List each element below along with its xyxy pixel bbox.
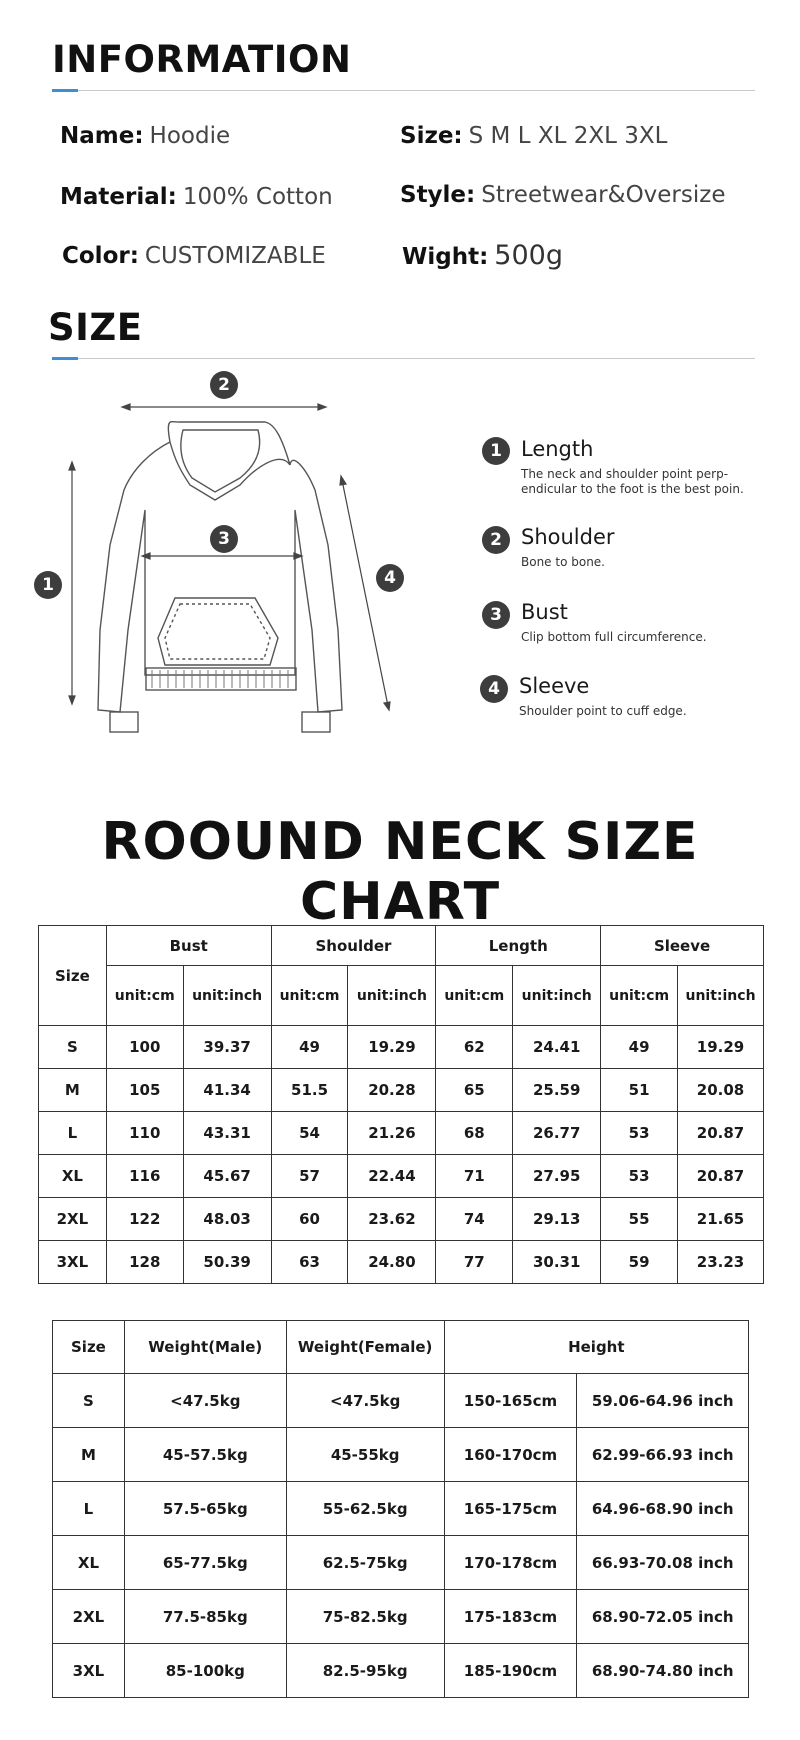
unit-cm-header: unit:cm xyxy=(601,966,678,1026)
arrow-head xyxy=(69,696,75,704)
table-cell: 51 xyxy=(601,1069,678,1112)
table-cell: 68.90-74.80 inch xyxy=(577,1644,749,1698)
table-cell: 170-178cm xyxy=(444,1536,577,1590)
measurement-table xyxy=(38,925,764,1284)
table-cell: 20.87 xyxy=(678,1112,764,1155)
table-row xyxy=(53,1644,749,1698)
table-row xyxy=(53,1482,749,1536)
table-cell: 64.96-68.90 inch xyxy=(577,1482,749,1536)
table-cell: 55 xyxy=(601,1198,678,1241)
table-cell: 122 xyxy=(106,1198,183,1241)
legend-shoulder-desc: Bone to bone. xyxy=(521,555,605,569)
unit-cm-header: unit:cm xyxy=(436,966,513,1026)
table-cell: 66.93-70.08 inch xyxy=(577,1536,749,1590)
table-cell: 45-55kg xyxy=(286,1428,444,1482)
table-cell: 49 xyxy=(271,1026,348,1069)
arrow-head xyxy=(142,553,150,559)
table-cell: 55-62.5kg xyxy=(286,1482,444,1536)
table-cell: XL xyxy=(53,1536,125,1590)
table-cell: 71 xyxy=(436,1155,513,1198)
table-cell: M xyxy=(39,1069,107,1112)
information-title: INFORMATION xyxy=(52,38,352,81)
table-cell: 62 xyxy=(436,1026,513,1069)
right-cuff xyxy=(302,712,330,732)
info-name xyxy=(60,122,230,150)
information-accent xyxy=(52,89,78,92)
table-cell: 74 xyxy=(436,1198,513,1241)
table-row xyxy=(39,1069,764,1112)
body-outline xyxy=(98,442,342,712)
table-cell: 68.90-72.05 inch xyxy=(577,1590,749,1644)
table-row xyxy=(53,1428,749,1482)
legend-shoulder xyxy=(521,525,615,570)
info-weight-key: Wight: xyxy=(402,244,489,270)
table-cell: 3XL xyxy=(53,1644,125,1698)
legend-badge-3: 3 xyxy=(482,601,510,629)
info-weight-value: 500g xyxy=(494,240,563,271)
bust-header: Bust xyxy=(106,926,271,966)
legend-badge-2: 2 xyxy=(482,526,510,554)
table-cell: 62.5-75kg xyxy=(286,1536,444,1590)
marker-4: 4 xyxy=(376,564,404,592)
info-material-key: Material: xyxy=(60,184,177,210)
table-cell: 23.23 xyxy=(678,1241,764,1284)
info-name-value: Hoodie xyxy=(149,123,231,149)
table-cell: 19.29 xyxy=(348,1026,436,1069)
table-cell: 116 xyxy=(106,1155,183,1198)
hood-inner xyxy=(181,430,260,492)
arrow-head xyxy=(69,462,75,470)
arrow-head xyxy=(340,476,346,485)
table-cell: 77.5-85kg xyxy=(124,1590,286,1644)
left-cuff xyxy=(110,712,138,732)
table-cell: 110 xyxy=(106,1112,183,1155)
arrow-head xyxy=(122,404,130,410)
table-cell: 68 xyxy=(436,1112,513,1155)
table-row xyxy=(53,1374,749,1428)
info-material xyxy=(60,183,333,211)
legend-length-desc-1: The neck and shoulder point perp- xyxy=(521,467,729,481)
table-cell: 75-82.5kg xyxy=(286,1590,444,1644)
info-name-key: Name: xyxy=(60,123,144,149)
table-row xyxy=(39,1026,764,1069)
arrow-head xyxy=(318,404,326,410)
table-cell: 57 xyxy=(271,1155,348,1198)
table-cell: 21.26 xyxy=(348,1112,436,1155)
info-size-key: Size: xyxy=(400,123,463,149)
marker-1: 1 xyxy=(34,571,62,599)
table-row xyxy=(39,1112,764,1155)
table-cell: 60 xyxy=(271,1198,348,1241)
table-cell: 62.99-66.93 inch xyxy=(577,1428,749,1482)
unit-inch-header: unit:inch xyxy=(348,966,436,1026)
unit-inch-header: unit:inch xyxy=(678,966,764,1026)
size-header-cell: Size xyxy=(39,926,107,1026)
table-cell: 25.59 xyxy=(513,1069,601,1112)
table-cell: S xyxy=(39,1026,107,1069)
table-cell: 3XL xyxy=(39,1241,107,1284)
table-cell: 45-57.5kg xyxy=(124,1428,286,1482)
unit-inch-header: unit:inch xyxy=(183,966,271,1026)
table-cell: 175-183cm xyxy=(444,1590,577,1644)
table-cell: L xyxy=(39,1112,107,1155)
shoulder-header: Shoulder xyxy=(271,926,436,966)
table-row xyxy=(53,1590,749,1644)
table-cell: 59.06-64.96 inch xyxy=(577,1374,749,1428)
legend-sleeve-desc: Shoulder point to cuff edge. xyxy=(519,704,687,718)
legend-length-desc-2: endicular to the foot is the best poin. xyxy=(521,482,744,496)
table-cell: L xyxy=(53,1482,125,1536)
table-cell: 23.62 xyxy=(348,1198,436,1241)
table-cell: 48.03 xyxy=(183,1198,271,1241)
table-cell: 24.41 xyxy=(513,1026,601,1069)
table-cell: 20.87 xyxy=(678,1155,764,1198)
info-weight xyxy=(402,240,563,271)
table-cell: 39.37 xyxy=(183,1026,271,1069)
table-cell: 150-165cm xyxy=(444,1374,577,1428)
legend-bust xyxy=(521,600,707,645)
hood-outline xyxy=(168,422,290,500)
table-cell: 24.80 xyxy=(348,1241,436,1284)
size-accent xyxy=(52,357,78,360)
table-cell: 65 xyxy=(436,1069,513,1112)
table-cell: 49 xyxy=(601,1026,678,1069)
legend-length xyxy=(521,437,744,497)
table-cell: 29.13 xyxy=(513,1198,601,1241)
table-row xyxy=(53,1536,749,1590)
size-divider xyxy=(52,358,755,359)
size-title: SIZE xyxy=(48,306,143,349)
length-header: Length xyxy=(436,926,601,966)
sleeve-arrow xyxy=(342,480,388,706)
table-cell: 26.77 xyxy=(513,1112,601,1155)
table-cell: 105 xyxy=(106,1069,183,1112)
table-row xyxy=(39,1198,764,1241)
table-cell: 43.31 xyxy=(183,1112,271,1155)
table-cell: 27.95 xyxy=(513,1155,601,1198)
weight-female-header: Weight(Female) xyxy=(286,1321,444,1374)
table-cell: 57.5-65kg xyxy=(124,1482,286,1536)
info-style xyxy=(400,181,726,209)
weight-height-table xyxy=(52,1320,749,1698)
hoodie-diagram xyxy=(0,370,400,740)
legend-sleeve xyxy=(519,674,687,719)
arrow-head xyxy=(384,702,390,710)
information-divider xyxy=(52,90,755,91)
table-cell: 2XL xyxy=(53,1590,125,1644)
table-cell: 100 xyxy=(106,1026,183,1069)
table-cell: 77 xyxy=(436,1241,513,1284)
table-cell: 41.34 xyxy=(183,1069,271,1112)
unit-inch-header: unit:inch xyxy=(513,966,601,1026)
table-cell: 53 xyxy=(601,1112,678,1155)
kangaroo-pocket xyxy=(158,598,278,665)
table-cell: M xyxy=(53,1428,125,1482)
table-cell: 22.44 xyxy=(348,1155,436,1198)
table-cell: 160-170cm xyxy=(444,1428,577,1482)
info-material-value: 100% Cotton xyxy=(182,184,333,210)
table-cell: 20.28 xyxy=(348,1069,436,1112)
table-cell: <47.5kg xyxy=(124,1374,286,1428)
table-cell: 54 xyxy=(271,1112,348,1155)
table-cell: 45.67 xyxy=(183,1155,271,1198)
table-cell: 165-175cm xyxy=(444,1482,577,1536)
info-style-value: Streetwear&Oversize xyxy=(481,182,726,208)
pocket-stitch xyxy=(165,604,270,659)
table-cell: 63 xyxy=(271,1241,348,1284)
legend-bust-title: Bust xyxy=(521,600,568,624)
size-chart-heading: ROOUND NECK SIZE CHART xyxy=(101,812,699,932)
table-row xyxy=(39,1241,764,1284)
table-cell: 128 xyxy=(106,1241,183,1284)
info-color-key: Color: xyxy=(62,243,139,269)
table-cell: 19.29 xyxy=(678,1026,764,1069)
legend-badge-1: 1 xyxy=(482,437,510,465)
marker-3: 3 xyxy=(210,525,238,553)
table-cell: 51.5 xyxy=(271,1069,348,1112)
table-cell: 21.65 xyxy=(678,1198,764,1241)
info-color xyxy=(62,242,326,270)
table-cell: 2XL xyxy=(39,1198,107,1241)
unit-cm-header: unit:cm xyxy=(271,966,348,1026)
table-cell: 185-190cm xyxy=(444,1644,577,1698)
table-row xyxy=(39,1155,764,1198)
info-size xyxy=(400,122,667,150)
unit-cm-header: unit:cm xyxy=(106,966,183,1026)
table-cell: <47.5kg xyxy=(286,1374,444,1428)
table-cell: 20.08 xyxy=(678,1069,764,1112)
table-cell: 85-100kg xyxy=(124,1644,286,1698)
table-cell: 30.31 xyxy=(513,1241,601,1284)
table-cell: 50.39 xyxy=(183,1241,271,1284)
table-cell: 65-77.5kg xyxy=(124,1536,286,1590)
legend-shoulder-title: Shoulder xyxy=(521,525,615,549)
legend-badge-4: 4 xyxy=(480,675,508,703)
table-cell: 82.5-95kg xyxy=(286,1644,444,1698)
weight-male-header: Weight(Male) xyxy=(124,1321,286,1374)
info-size-value: S M L XL 2XL 3XL xyxy=(468,123,668,149)
size-header-cell: Size xyxy=(53,1321,125,1374)
info-style-key: Style: xyxy=(400,182,476,208)
legend-sleeve-title: Sleeve xyxy=(519,674,590,698)
table-cell: XL xyxy=(39,1155,107,1198)
marker-2: 2 xyxy=(210,371,238,399)
info-color-value: CUSTOMIZABLE xyxy=(144,243,326,269)
table-cell: 53 xyxy=(601,1155,678,1198)
legend-length-title: Length xyxy=(521,437,594,461)
table-cell: 59 xyxy=(601,1241,678,1284)
legend-bust-desc: Clip bottom full circumference. xyxy=(521,630,707,644)
height-header: Height xyxy=(444,1321,748,1374)
table-cell: S xyxy=(53,1374,125,1428)
sleeve-header: Sleeve xyxy=(601,926,764,966)
